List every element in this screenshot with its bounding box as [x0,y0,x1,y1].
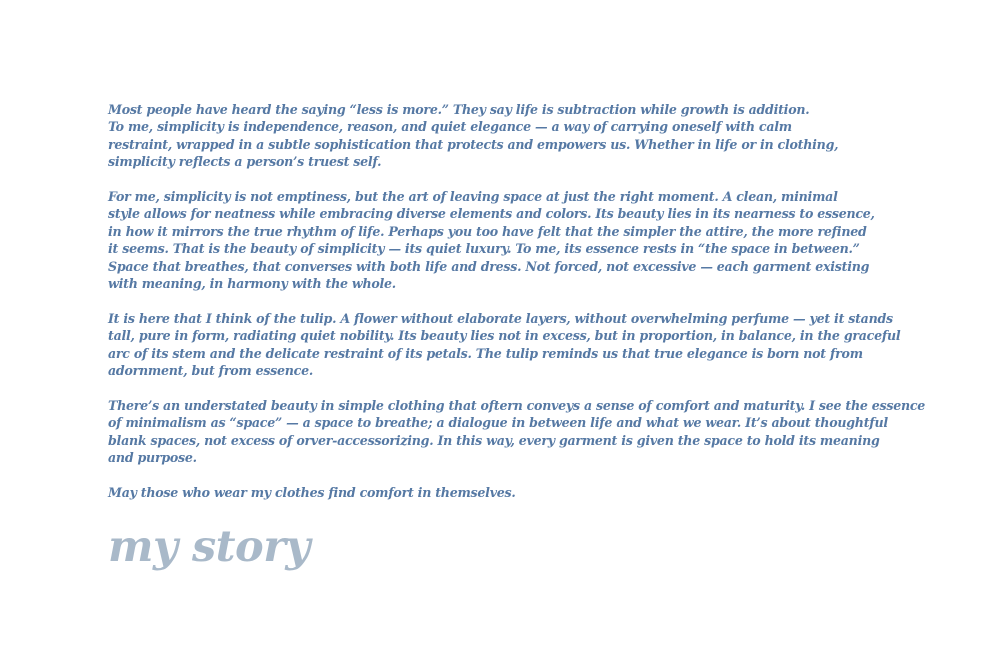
text-line: tall, pure in form, radiating quiet nobility. Its beauty lies not in excess, but in proportion, in balance, in the graceful [108,328,901,344]
text-line: with meaning, in harmony with the whole. [108,276,396,292]
text-line: There’s an understated beauty in simple clothing that oftern conveys a sense of comfort and maturity. I see the essence [108,397,926,413]
text-line: it seems. That is the beauty of simplicity — its quiet luxury. To me, its essence rests in “the space in between.” [108,241,860,257]
text-line: It is here that I think of the tulip. A flower without elaborate layers, without overwhelming perfume — yet it stands [108,310,893,326]
text-line: and purpose. [108,450,197,466]
paragraph-minimalism [108,397,968,467]
text-line: For me, simplicity is not emptiness, but the art of leaving space at just the right moment. A clean, minimal [108,189,838,205]
text-line: Space that breathes, that converses with both life and dress. Not forced, not excessive — each garment existing [108,258,870,274]
text-line: restraint, wrapped in a subtle sophistication that protects and empowers us. Whether in life or in clothing, [108,136,839,152]
text-line: adornment, but from essence. [108,363,313,379]
text-line: May those who wear my clothes find comfort in themselves. [108,484,516,500]
text-line: in how it mirrors the true rhythm of life. Perhaps you too have felt that the simpler the attire, the more refined [108,223,867,239]
text-line: style allows for neatness while embracing diverse elements and colors. Its beauty lies in its nearness to essence, [108,206,875,222]
paragraph-simplicity [108,188,968,292]
text-line: of minimalism as “space” — a space to breathe; a dialogue in between life and what we wear. It’s about thoughtful [108,415,888,431]
text-line: blank spaces, not excess of orver-accessorizing. In this way, every garment is given the space to hold its meaning [108,432,880,448]
essay-body [108,101,968,519]
page-title: my story [108,522,310,572]
text-line: simplicity reflects a person’s truest self. [108,154,382,170]
paragraph-tulip [108,310,968,380]
paragraph-closing [108,484,968,501]
paragraph-intro [108,101,968,171]
text-line: arc of its stem and the delicate restraint of its petals. The tulip reminds us that true elegance is born not from [108,345,863,361]
text-line: To me, simplicity is independence, reason, and quiet elegance — a way of carrying oneself with calm [108,119,792,135]
text-line: Most people have heard the saying “less is more.” They say life is subtraction while growth is addition. [108,102,810,117]
